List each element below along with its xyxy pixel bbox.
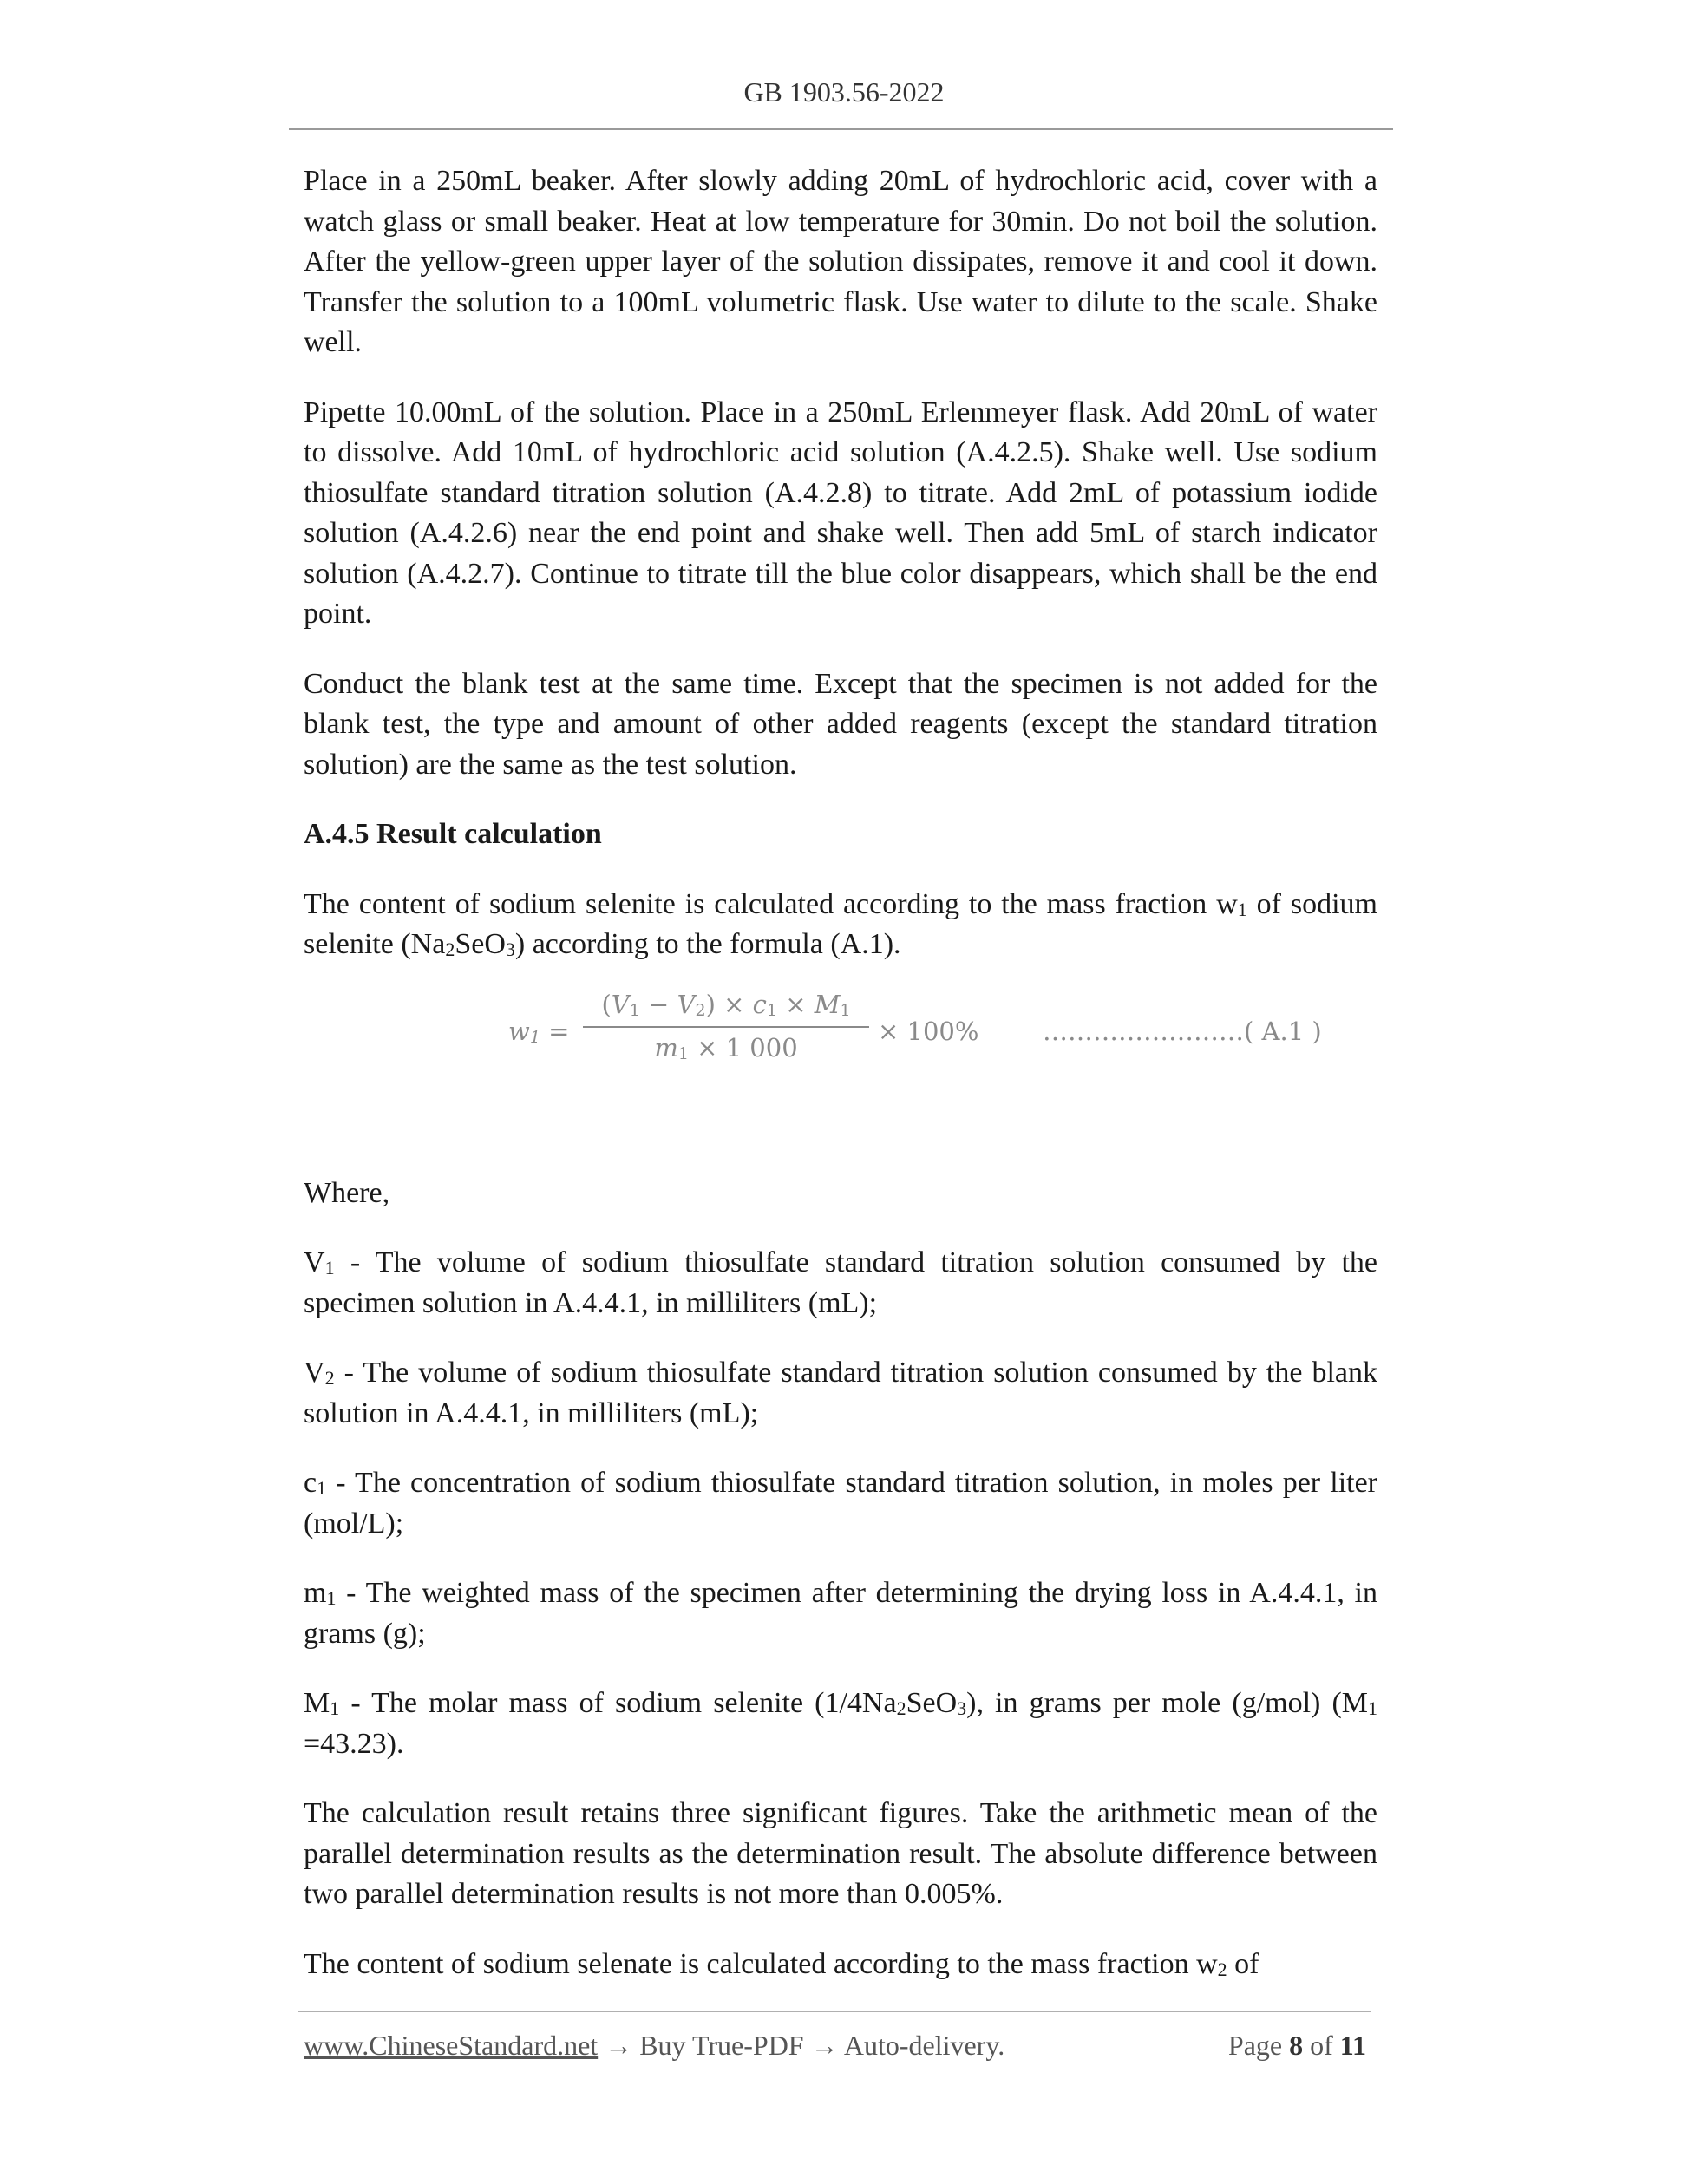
formula-fraction-bar bbox=[583, 1026, 869, 1028]
paragraph-blank-test: Conduct the blank test at the same time. Except that the specimen is not added for the blank test, the type and amount of other added reagents (except the standard titration solution) are the same as the test solution. bbox=[304, 667, 1377, 781]
document-body bbox=[304, 161, 1377, 2014]
formula-percent: × 100% bbox=[878, 1016, 979, 1046]
formula-fraction bbox=[583, 990, 869, 1063]
formula-lhs: $w_1$ = bbox=[508, 1016, 570, 1047]
page-number: Page 8 of 11 bbox=[1227, 2030, 1366, 2061]
footer-promo: www.ChineseStandard.net → Buy True-PDF → Auto-delivery. bbox=[304, 2030, 1005, 2061]
paragraph-selenate-content: The content of sodium selenate is calculated according to the mass fraction $w_2$ of bbox=[304, 1947, 1259, 1980]
paragraph-beaker-procedure: Place in a 250mL beaker. After slowly adding 20mL of hydrochloric acid, cover with a watch glass or small beaker. Heat at low temperature for 30min. Do not boil the solution. After the yellow-green upper layer of the solution dissipates, remove it and cool it down. Transfer the solution to a 100mL volumetric flask. Use water to dilute to the scale. Shake well. bbox=[304, 165, 1377, 358]
paragraph-where: Where, bbox=[304, 1176, 390, 1209]
definition-v2: $V_2$ - The volume of sodium thiosulfate standard titration solution consumed by the blank solution in A.4.4.1, in milliliters (mL); bbox=[304, 1357, 1377, 1429]
paragraph-selenite-content: The content of sodium selenite is calculated according to the mass fraction $w_1$ of sodium selenite $(Na_2SeO_3)$ according to the formula (A.1). bbox=[304, 887, 1377, 960]
formula-number: ……………………( A.1 ) bbox=[1043, 1016, 1322, 1046]
formula-denominator: $m_1 \times 1$ 000 bbox=[654, 1032, 798, 1063]
page-header: GB 1903.56-2022 bbox=[743, 76, 945, 108]
formula-numerator: $(V_1 - V_2) \times c_1 \times M_1$ bbox=[601, 989, 851, 1020]
site-link[interactable]: www.ChineseStandard.net bbox=[304, 2030, 599, 2061]
formula-a1 bbox=[304, 989, 1377, 1142]
footer-divider bbox=[298, 2011, 1371, 2012]
section-heading: A.4.5 Result calculation bbox=[304, 818, 602, 850]
definition-molar-mass: $M_1$ - The molar mass of sodium selenite $(1/4Na_2SeO_3)$, in grams per mole (g/mol) $(M_1 =43.23)$. bbox=[304, 1687, 1378, 1760]
paragraph-significant-figures: The calculation result retains three significant figures. Take the arithmetic mean of the parallel determination results as the determination result. The absolute difference between two parallel determination results is not more than 0.005%. bbox=[304, 1797, 1377, 1910]
paragraph-titration-procedure: Pipette 10.00mL of the solution. Place in a 250mL Erlenmeyer flask. Add 20mL of water to dissolve. Add 10mL of hydrochloric acid solution (A.4.2.5). Shake well. Use sodium thiosulfate standard titration solution (A.4.2.8) to titrate. Add 2mL of potassium iodide solution (A.4.2.6) near the end point and shake well. Then add 5mL of starch indicator solution (A.4.2.7). Continue to titrate till the blue color disappears, which shall be the end point. bbox=[304, 396, 1377, 630]
header-divider bbox=[289, 128, 1393, 130]
definition-m1: $m_1$ - The weighted mass of the specimen after determining the drying loss in A.4.4.1, in grams (g); bbox=[304, 1577, 1377, 1650]
definition-c1: $c_1$ - The concentration of sodium thiosulfate standard titration solution, in moles per liter (mol/L); bbox=[304, 1467, 1377, 1540]
definition-v1: $V_1$ - The volume of sodium thiosulfate standard titration solution consumed by the specimen solution in A.4.4.1, in milliliters (mL); bbox=[304, 1246, 1377, 1319]
